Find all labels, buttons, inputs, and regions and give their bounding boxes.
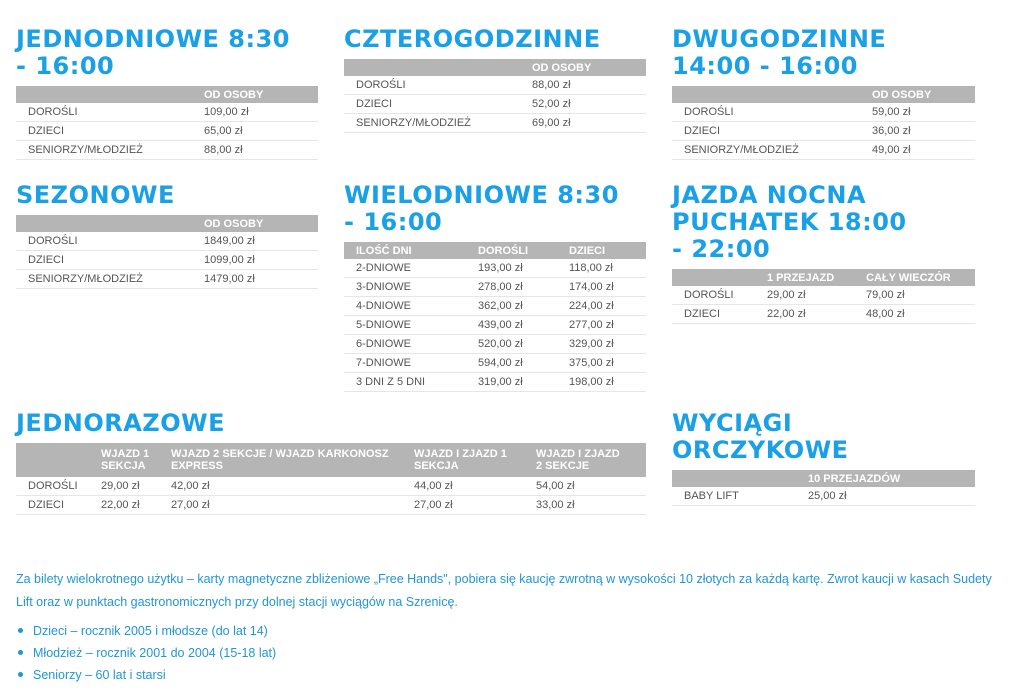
table-cell: DZIECI [16, 251, 204, 270]
table-cell: 5-DNIOWE [344, 316, 478, 335]
table-cell: 25,00 zł [808, 487, 975, 506]
table-row [672, 122, 975, 141]
section-title: JEDNODNIOWE 8:30 - 16:00 [16, 25, 290, 80]
table-row [672, 141, 975, 160]
table-cell: 27,00 zł [414, 496, 536, 515]
table-cell: 33,00 zł [536, 496, 646, 515]
table-cell: 44,00 zł [414, 477, 536, 496]
table-header: OD OSOBY [872, 86, 975, 103]
section-sezonowe [16, 182, 318, 289]
table-cell: 277,00 zł [569, 316, 646, 335]
table-header: ILOŚĆ DNI [344, 242, 478, 259]
table-cell: 118,00 zł [569, 259, 646, 278]
table-cell: 1099,00 zł [204, 251, 318, 270]
list-item-text: Dzieci – rocznik 2005 i młodsze (do lat 14) [33, 624, 268, 638]
section-title: CZTEROGODZINNE [344, 25, 601, 53]
table-header: WJAZD 2 SEKCJE / WJAZD KARKONOSZ EXPRESS [171, 443, 414, 477]
table-row [344, 278, 646, 297]
table-cell: 65,00 zł [204, 122, 318, 141]
table-cell: DOROŚLI [672, 103, 872, 122]
table-row [672, 286, 975, 305]
table-cell: 2-DNIOWE [344, 259, 478, 278]
table-row [16, 270, 318, 289]
table-cell: 4-DNIOWE [344, 297, 478, 316]
table-cell: 362,00 zł [478, 297, 569, 316]
table-header-row [16, 443, 646, 477]
table-row [344, 114, 646, 133]
table-header-row [672, 269, 975, 286]
table-cell: 193,00 zł [478, 259, 569, 278]
section-czterogodzinne [344, 26, 646, 133]
table-cell: 52,00 zł [532, 95, 646, 114]
table-header: WJAZD I ZJAZD 2 SEKCJE [536, 443, 646, 477]
table-row [16, 251, 318, 270]
table-row [344, 373, 646, 392]
table-row [16, 477, 646, 496]
section-dwugodzinne [672, 26, 975, 160]
table-cell: 109,00 zł [204, 103, 318, 122]
table-cell: 36,00 zł [872, 122, 975, 141]
deposit-note: Za bilety wielokrotnego użytku – karty magnetyczne zbliżeniowe „Free Hands", pobiera się kaucję zwrotną w wysokości 10 złotych za każdą kartę. Zwrot kaucji w kasach Sudety Lift oraz w punktach gastronomicznych przy dolnej stacji wyciągów na Szrenicę. [16, 572, 992, 609]
table-header-row [344, 59, 646, 76]
table-cell: 1479,00 zł [204, 270, 318, 289]
section-title: JAZDA NOCNA PUCHATEK 18:00 - 22:00 [672, 181, 907, 263]
table-cell: 88,00 zł [204, 141, 318, 160]
table-row [672, 103, 975, 122]
table-header: OD OSOBY [204, 86, 318, 103]
age-groups-list [16, 620, 276, 686]
price-table [344, 242, 646, 392]
table-cell: DOROŚLI [344, 76, 532, 95]
price-table [672, 269, 975, 324]
table-header [672, 86, 872, 103]
bullet-icon [18, 672, 23, 677]
table-row [344, 76, 646, 95]
table-header: OD OSOBY [532, 59, 646, 76]
table-cell: 319,00 zł [478, 373, 569, 392]
table-cell: DOROŚLI [672, 286, 767, 305]
table-cell: 278,00 zł [478, 278, 569, 297]
table-header-row [16, 215, 318, 232]
table-cell: 1849,00 zł [204, 232, 318, 251]
table-header: WJAZD 1 SEKCJA [101, 443, 171, 477]
section-title: JEDNORAZOWE [16, 409, 225, 437]
table-cell: 88,00 zł [532, 76, 646, 95]
table-cell: 174,00 zł [569, 278, 646, 297]
table-header [16, 443, 101, 477]
table-cell: DZIECI [344, 95, 532, 114]
table-cell: 54,00 zł [536, 477, 646, 496]
table-cell: 375,00 zł [569, 354, 646, 373]
table-row [344, 354, 646, 373]
table-cell: 520,00 zł [478, 335, 569, 354]
table-header [344, 59, 532, 76]
table-cell: 224,00 zł [569, 297, 646, 316]
table-cell: 594,00 zł [478, 354, 569, 373]
table-header: DZIECI [569, 242, 646, 259]
price-table [672, 86, 975, 160]
table-cell: 29,00 zł [101, 477, 171, 496]
table-cell: 29,00 zł [767, 286, 866, 305]
table-cell: 79,00 zł [866, 286, 975, 305]
table-cell: 49,00 zł [872, 141, 975, 160]
table-cell: DZIECI [672, 122, 872, 141]
bullet-icon [18, 650, 23, 655]
table-cell: 22,00 zł [101, 496, 171, 515]
section-wielodniowe [344, 182, 646, 392]
table-row [16, 122, 318, 141]
table-row [344, 297, 646, 316]
section-jednorazowe [16, 410, 646, 515]
table-header [16, 86, 204, 103]
table-cell: 3 DNI Z 5 DNI [344, 373, 478, 392]
list-item [16, 642, 276, 664]
table-cell: 6-DNIOWE [344, 335, 478, 354]
table-cell: DZIECI [16, 122, 204, 141]
section-title: WYCIĄGI ORCZYKOWE [672, 409, 849, 464]
table-header: OD OSOBY [204, 215, 318, 232]
price-table [16, 215, 318, 289]
table-cell: 59,00 zł [872, 103, 975, 122]
section-jazda-nocna [672, 182, 975, 324]
table-cell: 69,00 zł [532, 114, 646, 133]
table-cell: 42,00 zł [171, 477, 414, 496]
price-table [16, 86, 318, 160]
table-cell: SENIORZY/MŁODZIEŻ [16, 270, 204, 289]
table-row [672, 487, 975, 506]
table-cell: 439,00 zł [478, 316, 569, 335]
table-header [672, 470, 808, 487]
table-cell: 329,00 zł [569, 335, 646, 354]
table-row [16, 232, 318, 251]
table-cell: SENIORZY/MŁODZIEŻ [672, 141, 872, 160]
table-cell: 22,00 zł [767, 305, 866, 324]
section-title: DWUGODZINNE 14:00 - 16:00 [672, 25, 887, 80]
table-row [344, 259, 646, 278]
table-cell: 198,00 zł [569, 373, 646, 392]
table-row [16, 103, 318, 122]
table-cell: DOROŚLI [16, 103, 204, 122]
table-row [672, 305, 975, 324]
section-title: SEZONOWE [16, 181, 175, 209]
list-item [16, 664, 276, 686]
table-cell: 7-DNIOWE [344, 354, 478, 373]
table-header-row [344, 242, 646, 259]
table-header: CAŁY WIECZÓR [866, 269, 975, 286]
table-header-row [672, 470, 975, 487]
section-orczykowe [672, 410, 975, 506]
table-cell: BABY LIFT [672, 487, 808, 506]
list-item-text: Seniorzy – 60 lat i starsi [33, 668, 166, 682]
table-header: WJAZD I ZJAZD 1 SEKCJA [414, 443, 536, 477]
section-jednodniowe [16, 26, 316, 160]
table-header: 10 PRZEJAZDÓW [808, 470, 975, 487]
table-cell: DOROŚLI [16, 477, 101, 496]
price-table [344, 59, 646, 133]
section-title: WIELODNIOWE 8:30 - 16:00 [344, 181, 619, 236]
table-header-row [672, 86, 975, 103]
table-cell: SENIORZY/MŁODZIEŻ [16, 141, 204, 160]
price-table [16, 443, 646, 515]
bullet-icon [18, 628, 23, 633]
table-cell: 3-DNIOWE [344, 278, 478, 297]
list-item [16, 620, 276, 642]
table-row [16, 141, 318, 160]
table-row [16, 496, 646, 515]
table-cell: 48,00 zł [866, 305, 975, 324]
table-row [344, 335, 646, 354]
table-row [344, 95, 646, 114]
table-header: 1 PRZEJAZD [767, 269, 866, 286]
list-item-text: Młodzież – rocznik 2001 do 2004 (15-18 lat) [33, 646, 277, 660]
table-header-row [16, 86, 318, 103]
price-table [672, 470, 975, 506]
table-cell: DZIECI [672, 305, 767, 324]
table-cell: SENIORZY/MŁODZIEŻ [344, 114, 532, 133]
table-row [344, 316, 646, 335]
table-header [672, 269, 767, 286]
table-header: DOROŚLI [478, 242, 569, 259]
table-cell: 27,00 zł [171, 496, 414, 515]
table-header [16, 215, 204, 232]
table-cell: DOROŚLI [16, 232, 204, 251]
table-cell: DZIECI [16, 496, 101, 515]
